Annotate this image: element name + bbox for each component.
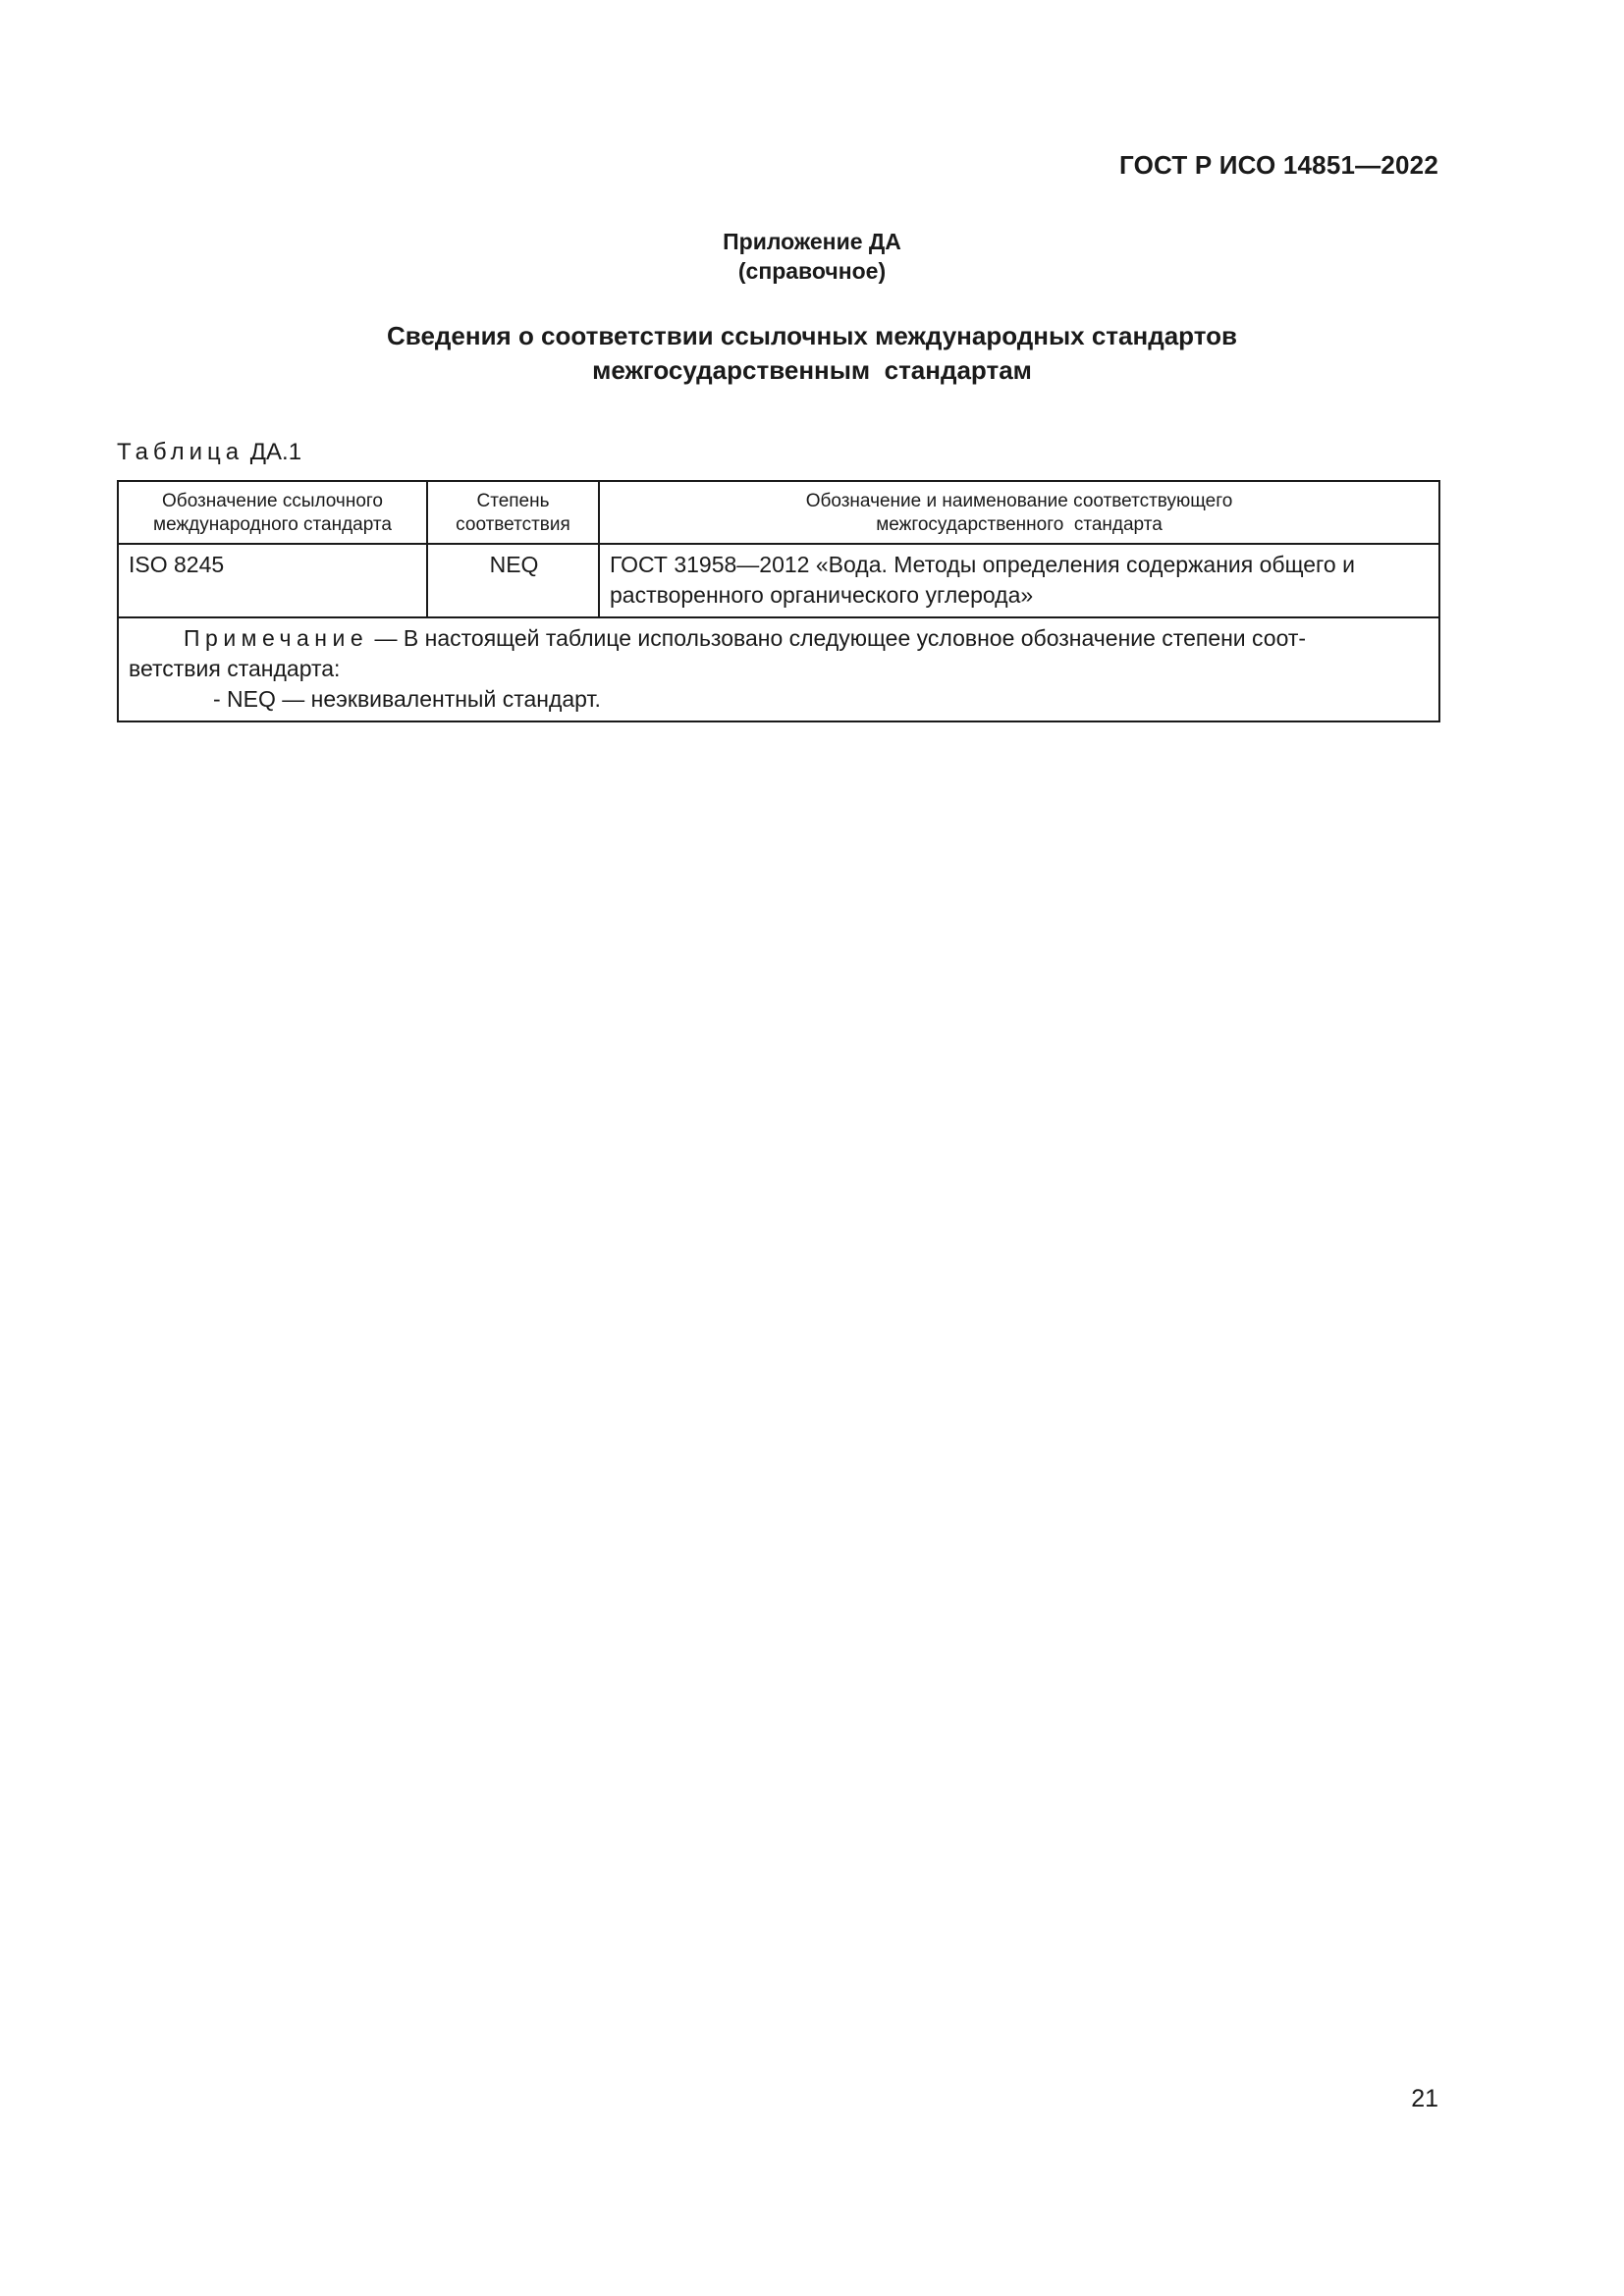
page-number: 21 (1411, 2085, 1438, 2112)
header-equivalent-standard (599, 481, 1439, 544)
header-degree (427, 481, 599, 544)
header-reference-standard-line-2: международного стандарта (153, 514, 392, 535)
annex-heading (0, 227, 1624, 286)
table-caption-id: ДА.1 (249, 439, 302, 465)
reference-standards-table (117, 480, 1440, 722)
header-reference-standard (118, 481, 427, 544)
header-degree-line-2: соответствия (456, 514, 570, 535)
cell-equivalent (599, 544, 1439, 617)
note-line-3: - NEQ — неэквивалентный стандарт. (213, 686, 601, 712)
section-title-line-1: Сведения о соответствии ссылочных международных стандартов (387, 321, 1237, 350)
cell-degree: NEQ (427, 544, 599, 617)
cell-equivalent-line-1: ГОСТ 31958—2012 «Вода. Методы определения содержания общего и (610, 552, 1355, 577)
section-title (0, 319, 1624, 388)
header-equivalent-standard-line-1: Обозначение и наименование соответствующего (805, 491, 1233, 511)
section-title-line-2: межгосударственным стандартам (592, 355, 1032, 385)
table-note (118, 617, 1439, 721)
note-line-2: ветствия стандарта: (129, 656, 341, 681)
table-caption (117, 439, 301, 466)
header-reference-standard-line-1: Обозначение ссылочного (162, 491, 383, 511)
header-equivalent-standard-line-2: межгосударственного стандарта (876, 514, 1163, 535)
table-caption-word: Таблица (117, 439, 244, 465)
cell-reference: ISO 8245 (118, 544, 427, 617)
note-text-1: — В настоящей таблице использовано следующее условное обозначение степени соот- (368, 625, 1307, 651)
note-line-1 (129, 623, 1431, 654)
note-label: Примечание (184, 625, 369, 651)
annex-title: Приложение ДА (723, 229, 901, 254)
document-code: ГОСТ Р ИСО 14851—2022 (1118, 150, 1438, 180)
table-row (118, 544, 1439, 617)
annex-kind: (справочное) (737, 258, 887, 284)
table-note-row (118, 617, 1439, 721)
header-degree-line-1: Степень (476, 491, 550, 511)
table-header-row (118, 481, 1439, 544)
cell-equivalent-line-2: растворенного органического углерода» (610, 582, 1034, 608)
